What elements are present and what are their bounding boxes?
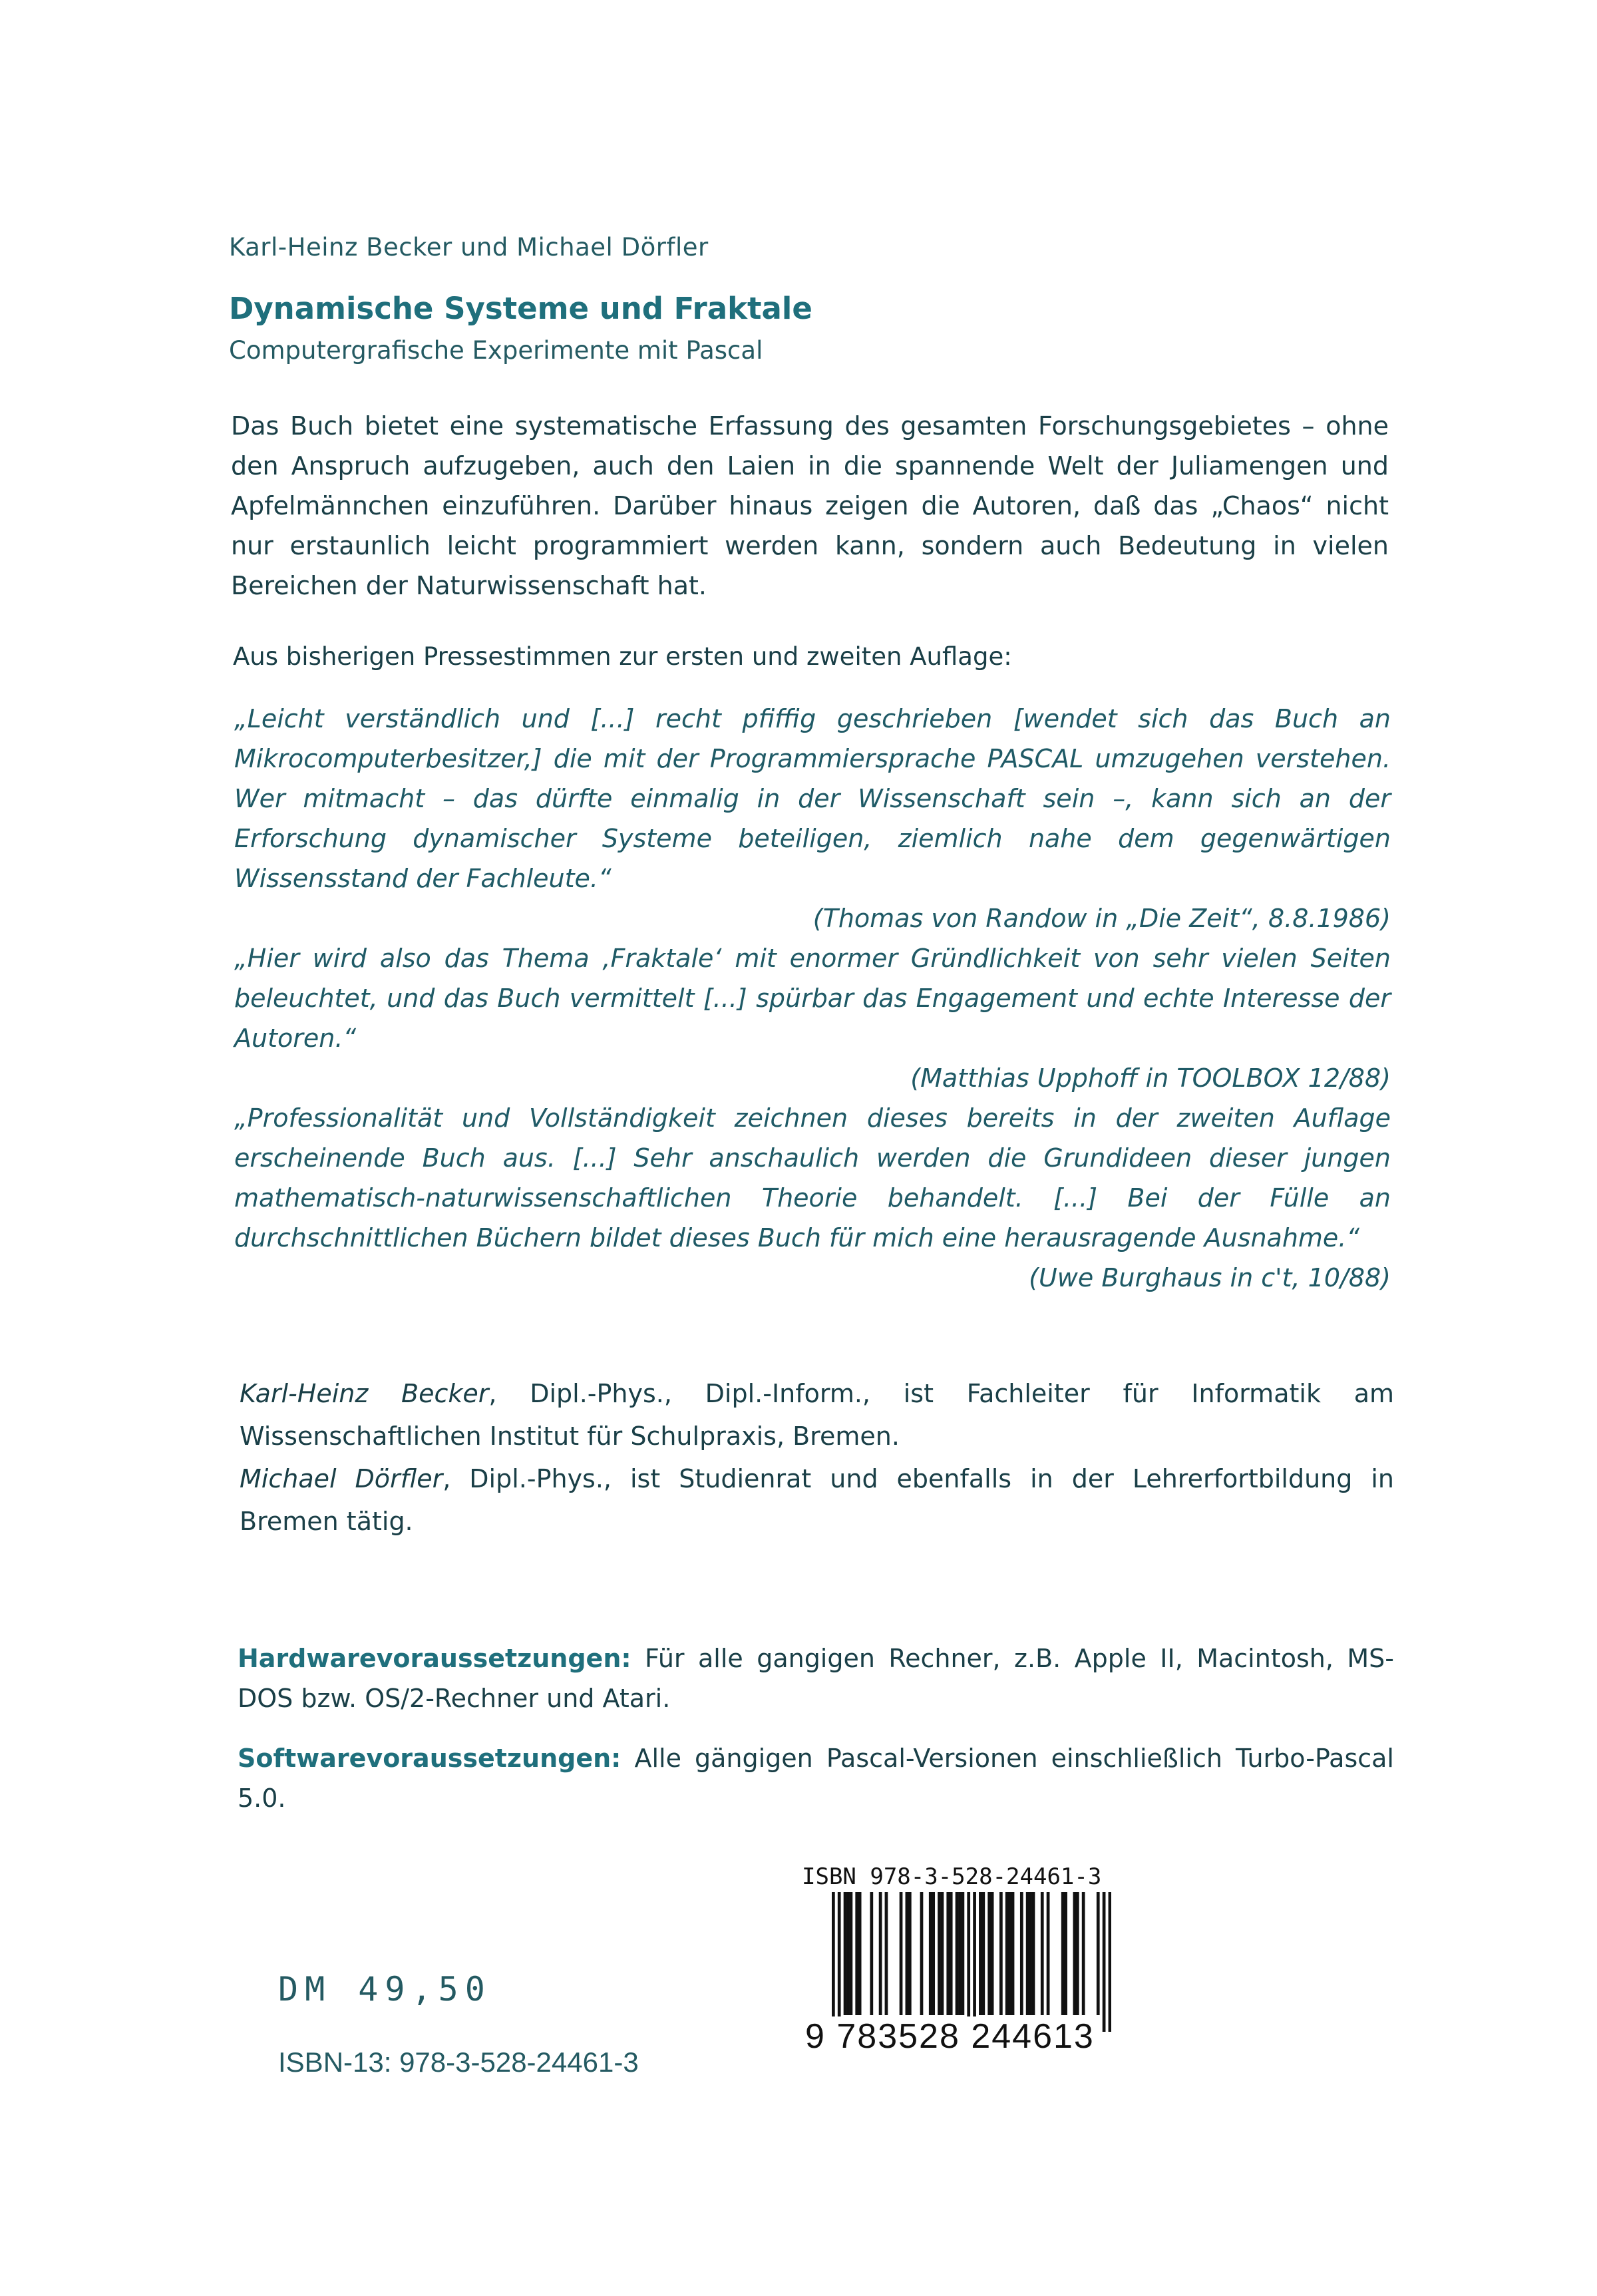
barcode-bar: [844, 1892, 847, 2015]
barcode-bar: [1029, 1892, 1032, 2015]
barcode-bar: [1082, 1892, 1085, 2015]
barcode-bar: [1064, 1892, 1067, 2015]
barcode-bar: [938, 1892, 941, 2015]
barcode-bar: [967, 1892, 970, 2032]
barcode-bar: [981, 1892, 985, 2015]
barcode-bar: [1103, 1892, 1106, 2032]
barcode-digits: 9 783528 244613: [805, 2017, 1095, 2056]
press-quote: [234, 938, 1391, 1098]
bio-text: , Dipl.-Phys., ist Studienrat und ebenfalls in der Lehrerfortbildung in Bremen tätig.: [240, 1464, 1394, 1536]
barcode-bar: [858, 1892, 862, 2015]
requirements-text: Alle gängigen Pascal-Versionen einschließlich Turbo-Pascal 5.0.: [238, 1744, 1394, 1813]
quote-source: (Uwe Burghaus in c't, 10/88): [1029, 1263, 1391, 1292]
barcode-bar: [1097, 1892, 1100, 2015]
quote-source: (Matthias Upphoff in TOOLBOX 12/88): [910, 1063, 1391, 1093]
intro-paragraph: Das Buch bietet eine systematische Erfassung des gesamten Forschungsgebietes – ohne den Anspruch aufzugeben, auch den Laien in die spannende Welt der Juliamengen und Apfelmännchen einzuführen. Darüber hinaus zeigen die Autoren, daß das „Chaos“ nicht nur erstaunlich leicht programmiert werden kann, sondern auch Bedeutung in vielen Bereichen der Naturwissenschaft hat.: [231, 411, 1389, 600]
barcode-bar: [999, 1892, 1003, 2015]
barcode-bar: [932, 1892, 935, 2015]
barcode-isbn-label: ISBN 978-3-528-24461-3: [802, 1863, 1102, 1890]
barcode-bar: [1073, 1892, 1077, 2015]
barcode-bar: [979, 1892, 982, 2015]
press-quote: [234, 1098, 1391, 1298]
barcode-bar: [855, 1892, 858, 2015]
hardware-requirements: [238, 1638, 1394, 1718]
quote-text: „Professionalität und Vollständigkeit zeichnen dieses bereits in der zweiten Auflage erscheinende Buch aus. [...] Sehr anschaulich werden die Grundideen dieser jungen mathematisch-naturwissenschaftlichen Theorie behandelt. [...] Bei der Fülle an durchschnittlichen Büchern bildet dieses Buch für mich eine herausragende Ausnahme.“: [234, 1103, 1391, 1252]
barcode-bar: [950, 1892, 953, 2015]
barcode-bar: [920, 1892, 924, 2015]
requirements-label: Softwarevoraussetzungen:: [238, 1744, 621, 1773]
barcode-bar: [1041, 1892, 1044, 2015]
press-quote: [234, 699, 1391, 938]
barcode-bar: [962, 1892, 965, 2015]
barcode-bar: [1109, 1892, 1111, 2032]
barcode-bar: [1047, 1892, 1050, 2015]
book-subtitle: Computergrafische Experimente mit Pascal: [229, 336, 763, 365]
quote-source: (Thomas von Randow in „Die Zeit“, 8.8.1986): [812, 904, 1391, 933]
barcode-bar: [870, 1892, 873, 2015]
bio-name: Karl-Heinz Becker: [240, 1379, 489, 1408]
barcode-bar: [956, 1892, 959, 2015]
barcode-bar: [991, 1892, 994, 2015]
requirements-text: Für alle gangigen Rechner, z.B. Apple II, Macintosh, MS-DOS bzw. OS/2-Rechner und Atari.: [238, 1644, 1394, 1713]
authors-line: Karl-Heinz Becker und Michael Dörfler: [229, 233, 709, 262]
barcode-bar: [908, 1892, 912, 2015]
barcode-bar: [900, 1892, 903, 2015]
barcode-bar: [987, 1892, 991, 2015]
barcode-bar: [850, 1892, 853, 2015]
barcode-bar: [973, 1892, 976, 2032]
barcode-bar: [1008, 1892, 1011, 2015]
bio-text: , Dipl.-Phys., Dipl.-Inform., ist Fachleiter für Informatik am Wissenschaftlichen Institut für Schulpraxis, Bremen.: [240, 1379, 1394, 1451]
barcode-bar: [832, 1892, 835, 2032]
price: DM 49,50: [278, 1970, 492, 2009]
bio-name: Michael Dörfler: [240, 1464, 443, 1493]
bio-becker: [240, 1372, 1394, 1457]
quote-text: „Hier wird also das Thema ‚Fraktale‘ mit enormer Gründlichkeit von sehr vielen Seiten beleuchtet, und das Buch vermittelt [...] spürbar das Engagement und echte Interesse der Autoren.“: [234, 944, 1391, 1053]
barcode-bar: [1020, 1892, 1023, 2015]
barcode-bar: [885, 1892, 888, 2015]
bio-doerfler: [240, 1457, 1394, 1543]
barcode-image: [832, 1892, 1111, 2032]
press-heading: Aus bisherigen Pressestimmen zur ersten und zweiten Auflage:: [233, 642, 1012, 671]
requirements-label: Hardwarevoraussetzungen:: [238, 1644, 631, 1673]
barcode-bar: [958, 1892, 962, 2015]
barcode-bar: [929, 1892, 932, 2015]
isbn13: ISBN-13: 978-3-528-24461-3: [278, 2046, 639, 2078]
barcode-bar: [1011, 1892, 1015, 2015]
barcode-bar: [879, 1892, 882, 2015]
barcode-bar: [1005, 1892, 1009, 2015]
barcode-bar: [1026, 1892, 1029, 2015]
barcode-bar: [946, 1892, 950, 2015]
software-requirements: [238, 1738, 1394, 1818]
barcode-bar: [906, 1892, 909, 2015]
barcode-bar: [846, 1892, 850, 2015]
barcode-bar: [1032, 1892, 1035, 2015]
barcode-bar: [941, 1892, 944, 2015]
barcode-bar: [1076, 1892, 1079, 2015]
author-bios: [240, 1372, 1394, 1543]
quote-text: „Leicht verständlich und [...] recht pfiffig geschrieben [wendet sich das Buch an Mikrocomputerbesitzer,] die mit der Programmiersprache PASCAL umzugehen verstehen. Wer mitmacht – das dürfte einmalig in der Wissenschaft sein –, kann sich an der Erforschung dynamischer Systeme beteiligen, ziemlich nahe dem gegenwärtigen Wissensstand der Fachleute.“: [234, 704, 1391, 893]
book-title: Dynamische Systeme und Fraktale: [229, 291, 812, 326]
barcode-bar: [838, 1892, 841, 2032]
barcode-bar: [1061, 1892, 1065, 2015]
